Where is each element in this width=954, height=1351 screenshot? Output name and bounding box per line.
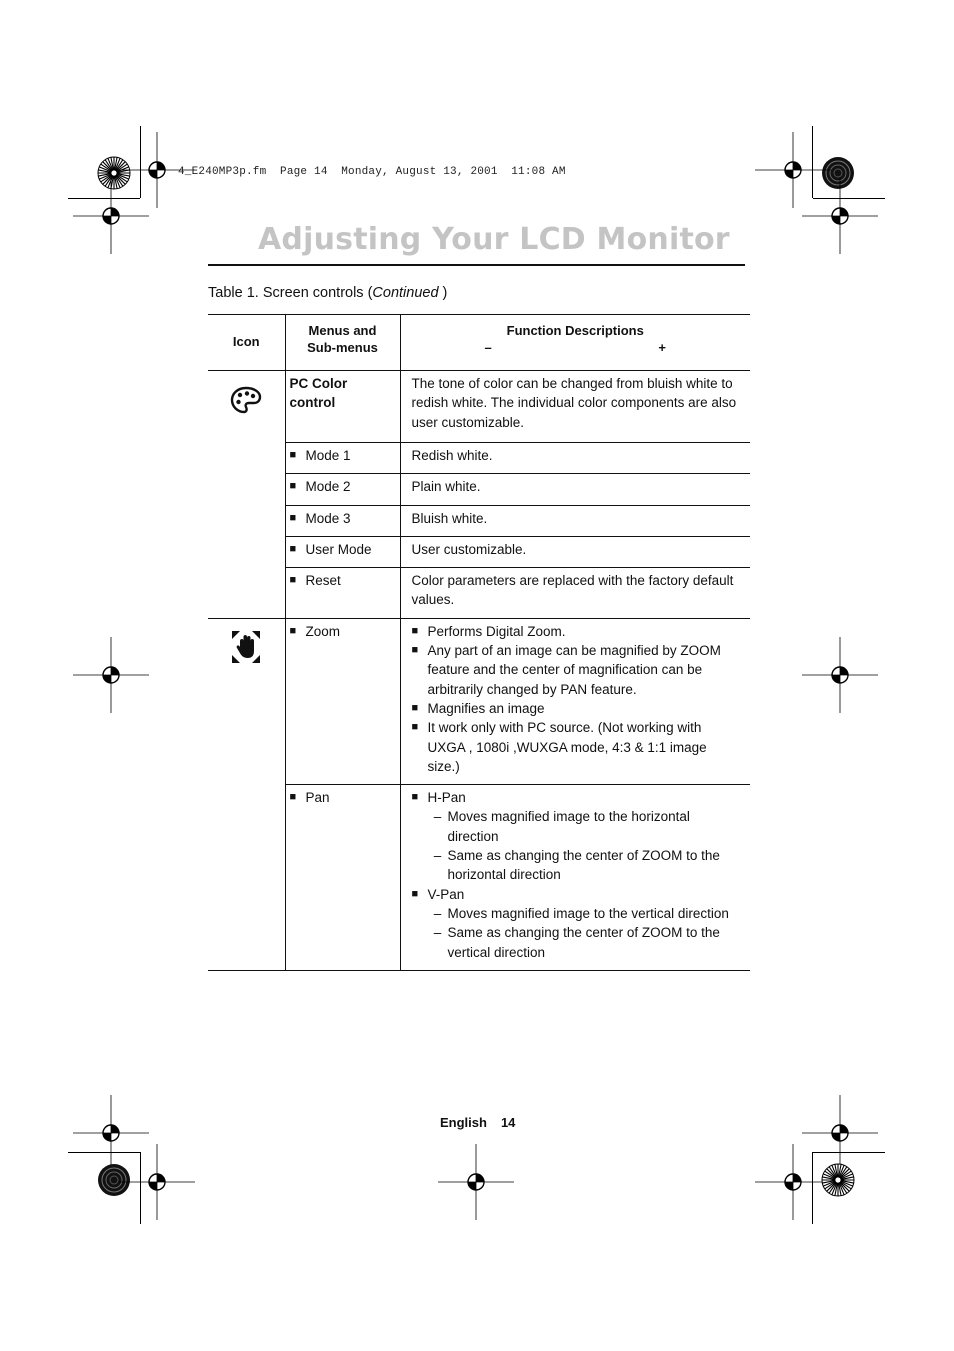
header-menus-line1: Menus and [308,323,377,338]
desc-pc-color-control: The tone of color can be changed from bluish white to redish white. The individual color components are also user customizable. [400,371,750,443]
header-menus-line2: Sub-menus [307,340,378,355]
screen-controls-table [208,314,750,971]
list-item: – Moves magnified image to the horizontal direction [433,809,690,844]
table-caption [208,285,447,301]
table-row [208,536,750,567]
menu-mode-3: ■ Mode 3 [285,505,400,536]
zoom-icon-cell [208,618,285,970]
desc-pan [400,785,750,971]
page-number: 14 [500,1115,516,1130]
header-functions [400,315,750,371]
page-footer [440,1115,515,1130]
list-item: ■ Any part of an image can be magnified by ZOOM feature and the center of magnification can be arbitrarily changed by PAN feature. [411,643,721,697]
caption-prefix: Table 1. Screen controls ( [208,285,373,301]
header-functions-label: Function Descriptions [506,323,644,338]
header-plus: + [658,340,666,355]
title-rule [208,264,745,266]
caption-emphasis: Continued [372,285,439,301]
list-item: – Moves magnified image to the vertical direction [433,905,729,921]
list-item: ■ Magnifies an image [411,700,545,716]
palette-icon [229,385,263,417]
table-row [208,505,750,536]
header-icon: Icon [208,315,285,371]
menu-zoom: ■ Zoom [285,618,400,784]
table-row [208,618,750,784]
desc-mode-1: Redish white. [400,443,750,474]
menu-mode-2: ■ Mode 2 [285,474,400,505]
menu-pan: ■ Pan [285,785,400,971]
table-row [208,443,750,474]
page-title: Adjusting Your LCD Monitor [258,222,730,257]
menu-reset: ■ Reset [285,568,400,619]
table-row [208,371,750,443]
list-item: ■ Performs Digital Zoom. [411,623,566,639]
list-item: ■ H-Pan [411,790,466,806]
header-minus: – [484,340,492,355]
desc-user-mode: User customizable. [400,536,750,567]
menu-pc-color-control: PC Color control [285,371,400,443]
print-job-header: 4_E240MP3p.fm Page 14 Monday, August 13, 2001 11:08 AM [178,166,566,178]
table-row [208,785,750,971]
list-item: ■ V-Pan [411,886,465,902]
caption-suffix: ) [438,285,448,301]
table-row [208,568,750,619]
desc-zoom [400,618,750,784]
desc-mode-2: Plain white. [400,474,750,505]
header-menus [285,315,400,371]
desc-reset: Color parameters are replaced with the factory default values. [400,568,750,619]
zoom-hand-icon [230,629,262,665]
list-item: – Same as changing the center of ZOOM to the horizontal direction [433,848,720,883]
desc-mode-3: Bluish white. [400,505,750,536]
palette-icon-cell [208,371,285,619]
list-item: – Same as changing the center of ZOOM to the vertical direction [433,925,720,960]
menu-user-mode: ■ User Mode [285,536,400,567]
menu-mode-1: ■ Mode 1 [285,443,400,474]
list-item: ■ It work only with PC source. (Not working with UXGA , 1080i ,WUXGA mode, 4:3 & 1:1 image size.) [411,720,707,774]
table-header-row [208,315,750,371]
table-row [208,474,750,505]
footer-language: English [440,1115,487,1130]
